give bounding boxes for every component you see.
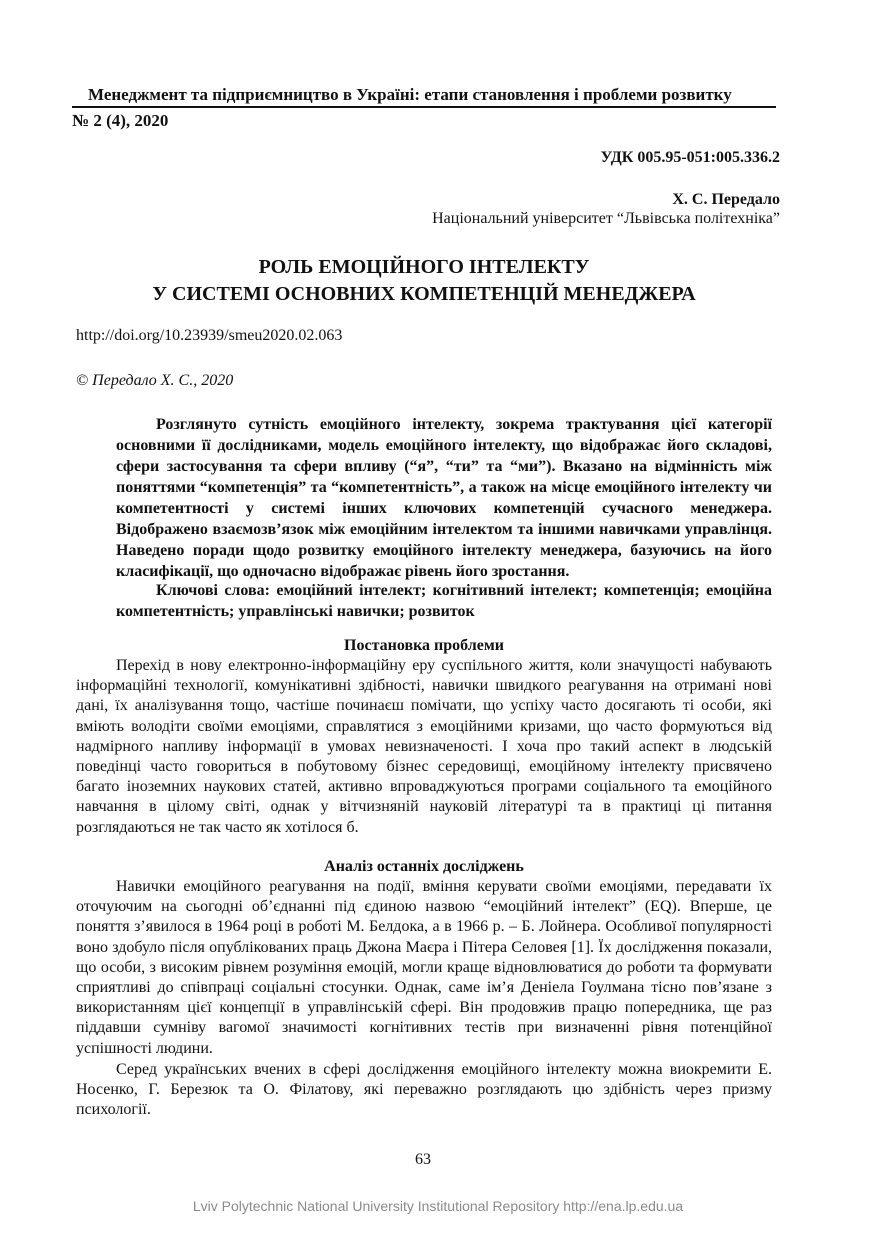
keywords-label: Ключові слова: [156, 582, 270, 599]
keywords [116, 580, 772, 622]
author-name: Х. С. Передало [672, 191, 780, 208]
repository-footer: Lviv Polytechnic National University Institutional Repository http://ena.lp.edu.ua [192, 1198, 684, 1214]
article-title-line-1: РОЛЬ ЕМОЦІЙНОГО ІНТЕЛЕКТУ [258, 256, 590, 278]
section-heading-analysis: Аналіз останніх досліджень [324, 858, 524, 875]
author-affiliation: Національний університет “Львівська політехніка” [432, 210, 780, 227]
paragraph-analysis-1: Навички емоційного реагування на події, вміння керувати своїми емоціями, передавати їх оточуючим на сьогодні об’єднанні під єдиною назвою “емоційний інтелект” (EQ). Вперше, це поняття з’явилося в 1964 році в роботі М. Белдока, а в 1966 р. – Б. Лойнера. Особливої популярності воно здобуло після опублікованих праць Джона Маєра і Пітера Селовея [1]. Їх дослідження показали, що особи, з високим рівнем розуміння емоцій, могли краще відновлюватися до роботи та формувати сприятливі до співпраці соціальні стосунки. Однак, саме ім’я Деніела Гоулмана тісно пов’язане з використанням цієї концепції в управлінській сфері. Він продовжив працю попередника, ще раз піддавши сумніву вагомої значимості когнітивних тестів при визначенні рівня потенційної успішності людини. [76, 878, 772, 1057]
header-rule [72, 106, 776, 108]
abstract: Розглянуто сутність емоційного інтелекту, зокрема трактування цієї категорії основними її дослідниками, модель емоційного інтелекту, що відображає його складові, сфери застосування та сфери впливу (“я”, “ти” та “ми”). Вказано на відмінність між поняттями “компетенція” та “компетентність”, а також на місце емоційного інтелекту чи компетентності у системі інших ключових компетенцій сучасного менеджера. Відображено взаємозв’язок між емоційним інтелектом та іншими навичками управлінця. Наведено поради щодо розвитку емоційного інтелекту менеджера, базуючись на його класифікації, що одночасно відображає рівень його зростання. [116, 416, 772, 580]
section-heading-problem: Постановка проблеми [344, 637, 504, 654]
article-title [72, 254, 776, 308]
doi-link[interactable]: http://doi.org/10.23939/smeu2020.02.063 [76, 327, 343, 344]
journal-issue: № 2 (4), 2020 [72, 111, 169, 130]
article-title-line-2: У СИСТЕМІ ОСНОВНИХ КОМПЕТЕНЦІЙ МЕНЕДЖЕРА [152, 283, 696, 305]
page-number: 63 [415, 1151, 431, 1168]
journal-title: Менеджмент та підприємництво в Україні: етапи становлення і проблеми розвитку [88, 85, 732, 104]
keywords-text: емоційний інтелект; когнітивний інтелект; компетенція; емоційна компетентність; управлінські навички; розвиток [116, 582, 773, 620]
udc-code: УДК 005.95-051:005.336.2 [600, 149, 780, 166]
paragraph-problem: Перехід в нову електронно-інформаційну еру суспільного життя, коли значущості набувають інформаційні технології, комунікативні здібності, навички швидкого реагування на отримані нові дані, їх аналізування тощо, частіше починаєш помічати, що успіху часто досягають ті особи, які вміють володіти своїми емоціями, справлятися з емоційними кризами, що часто формуються від надмірного напливу інформації в умовах невизначеності. І хоча про такий аспект в людській поведінці часто говориться в побутовому бізнес середовищі, емоційному інтелекту присвячено багато іноземних наукових статей, активно впроваджуються програми соціального та емоційного навчання в цілому світі, однак у вітчизняній науковій літературі та в практиці ці питання розглядаються не так часто як хотілося б. [76, 657, 772, 836]
copyright-notice: © Передало Х. С., 2020 [76, 372, 234, 389]
paragraph-analysis-2: Серед українських вчених в сфері дослідження емоційного інтелекту можна виокремити Е. Носенко, Г. Березюк та О. Філатову, які переважно розглядають цю здібність через призму психології. [76, 1061, 772, 1119]
